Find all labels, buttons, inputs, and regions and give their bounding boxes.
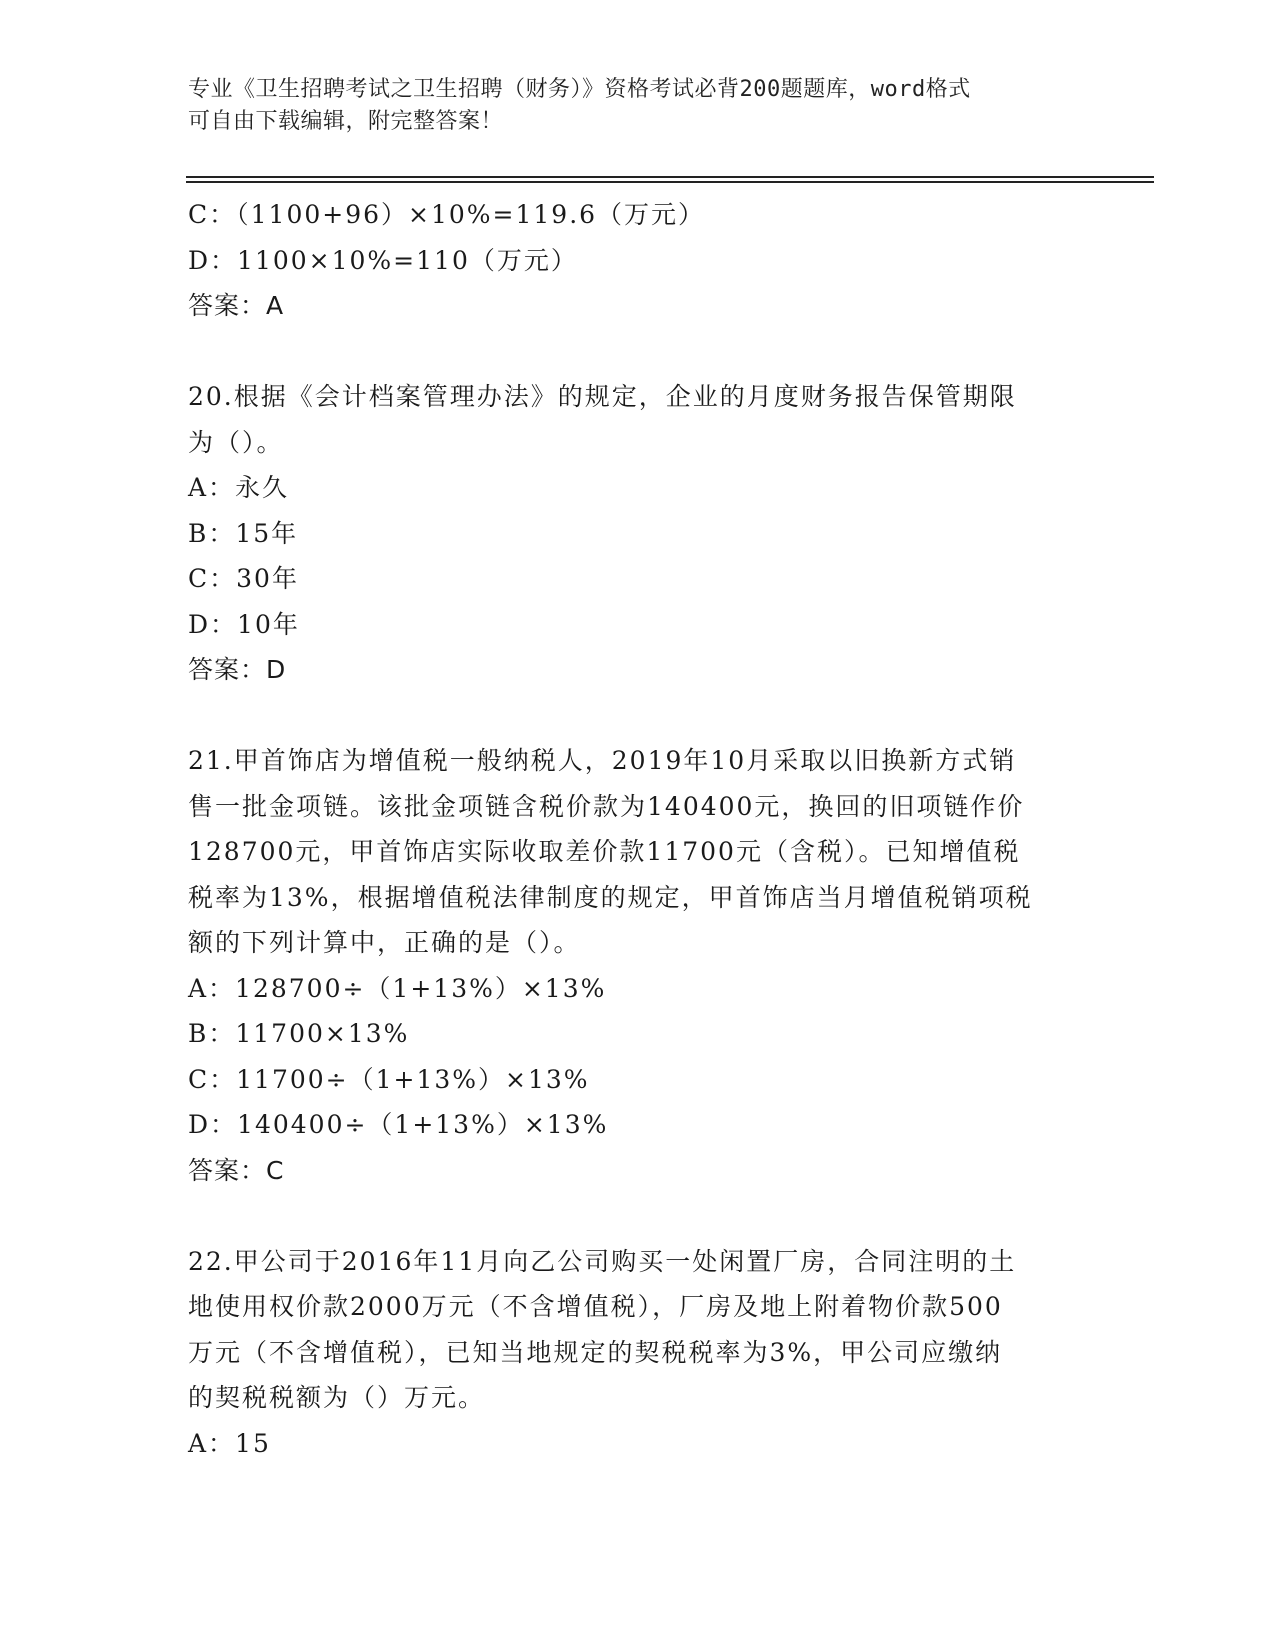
- question-stem-line: 20.根据《会计档案管理办法》的规定，企业的月度财务报告保管期限: [188, 382, 1017, 411]
- question-stem-line: 售一批金项链。该批金项链含税价款为140400元，换回的旧项链作价: [188, 791, 1025, 821]
- answer-line: 答案：C: [188, 1155, 285, 1185]
- question-spacer: [188, 1193, 1088, 1239]
- answer-line: 答案：A: [188, 291, 285, 320]
- question-spacer: [188, 693, 1088, 739]
- option-a: A：永久: [188, 473, 290, 502]
- option-b: B：15年: [188, 518, 299, 548]
- question-22: [188, 1239, 1088, 1467]
- header-rule-bottom: [186, 181, 1154, 183]
- question-stem-line: 地使用权价款2000万元（不含增值税），厂房及地上附着物价款500: [188, 1292, 1003, 1321]
- question-stem-line: 21.甲首饰店为增值税一般纳税人，2019年10月采取以旧换新方式销: [188, 746, 1017, 775]
- option-d: D：10年: [188, 609, 300, 639]
- option-c: C：11700÷（1+13%）×13%: [188, 1064, 590, 1094]
- option-b: B：11700×13%: [188, 1019, 410, 1048]
- question-19: [188, 192, 1088, 329]
- question-20: [188, 374, 1088, 693]
- option-d: D：140400÷（1+13%）×13%: [188, 1110, 609, 1139]
- document-body: [188, 192, 1088, 1466]
- question-stem-line: 税率为13%，根据增值税法律制度的规定，甲首饰店当月增值税销项税: [188, 882, 1033, 912]
- question-21: [188, 738, 1088, 1193]
- question-stem-line: 为（）。: [188, 427, 284, 457]
- question-stem-line: 的契税税额为（）万元。: [188, 1383, 486, 1412]
- option-c: C：30年: [188, 564, 299, 593]
- question-stem-line: 额的下列计算中，正确的是（）。: [188, 928, 581, 957]
- option-a: A：128700÷（1+13%）×13%: [188, 973, 607, 1003]
- option-a: A：15: [188, 1428, 271, 1458]
- question-stem-line: 22.甲公司于2016年11月向乙公司购买一处闲置厂房，合同注明的土: [188, 1246, 1017, 1276]
- header-rule-top: [186, 176, 1154, 178]
- answer-line: 答案：D: [188, 655, 287, 684]
- question-spacer: [188, 329, 1088, 375]
- header-title-line-2: 可自由下载编辑，附完整答案！: [188, 109, 504, 134]
- document-header: [188, 74, 1068, 138]
- question-stem-line: 万元（不含增值税），已知当地规定的契税税率为3%，甲公司应缴纳: [188, 1337, 1003, 1367]
- question-stem-line: 128700元，甲首饰店实际收取差价款11700元（含税）。已知增值税: [188, 837, 1021, 866]
- option-d: D：1100×10%=110（万元）: [188, 245, 578, 275]
- option-c: C：（1100+96）×10%=119.6（万元）: [188, 200, 706, 229]
- header-title-line-1: 专业《卫生招聘考试之卫生招聘（财务）》资格考试必背200题题库，word格式: [188, 77, 971, 102]
